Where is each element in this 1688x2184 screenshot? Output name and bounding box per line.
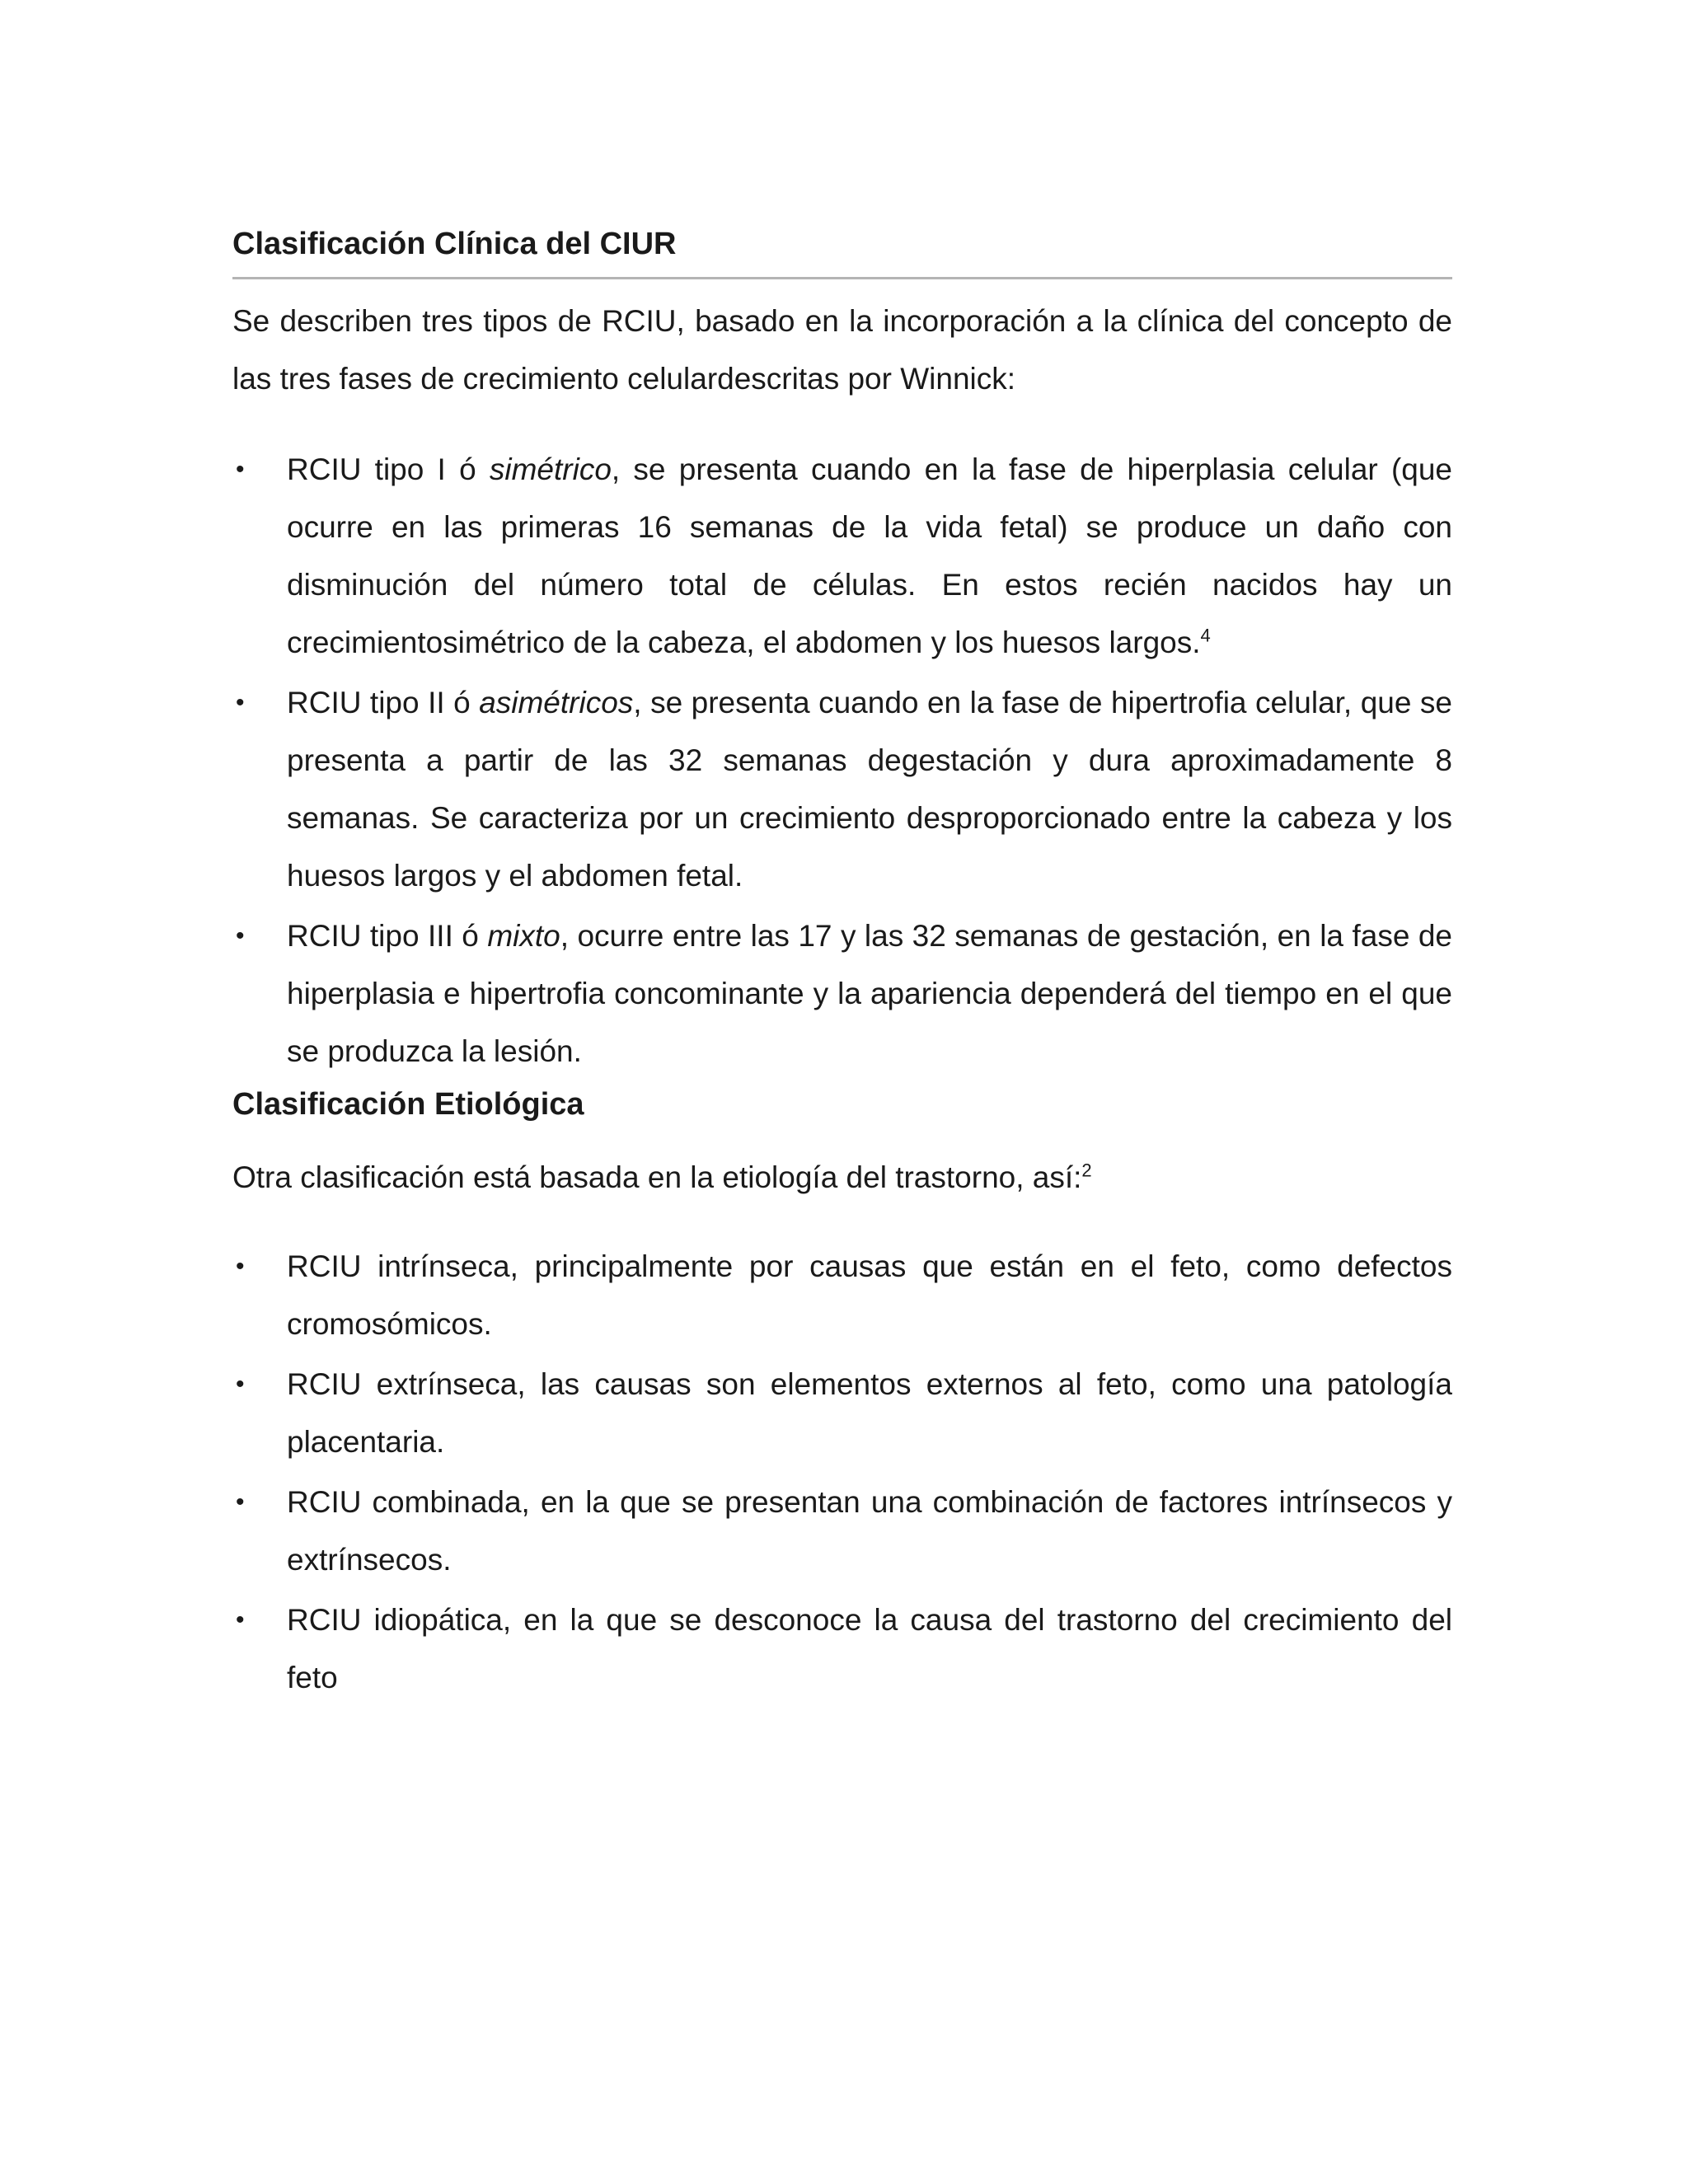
- list-item-combined: [232, 1474, 1452, 1589]
- item-text: RCIU intrínseca, principalmente por causas que están en el feto, como defectos cromosómicos.: [287, 1249, 1452, 1341]
- etiological-types-list: [232, 1238, 1452, 1707]
- bullet-icon: •: [236, 689, 245, 716]
- bullet-icon: •: [236, 456, 245, 483]
- item-emphasis: asimétricos: [479, 686, 634, 719]
- item-text: RCIU idiopática, en la que se desconoce la causa del trastorno del crecimiento del feto: [287, 1603, 1452, 1694]
- section-intro-clinical: Se describen tres tipos de RCIU, basado en la incorporación a la clínica del concepto de las tres fases de crecimiento celulardescritas por Winnick:: [232, 304, 1452, 396]
- clinical-types-list: [232, 441, 1452, 1080]
- list-item-type-1: [232, 441, 1452, 672]
- bullet-icon: •: [236, 1371, 245, 1398]
- item-lead: RCIU tipo I ó: [287, 452, 490, 486]
- item-emphasis: mixto: [487, 919, 560, 953]
- item-lead: RCIU tipo III ó: [287, 919, 488, 953]
- document-page: [232, 223, 1452, 1709]
- bullet-icon: •: [236, 1488, 245, 1516]
- bullet-icon: •: [236, 1606, 245, 1633]
- list-item-idiopathic: [232, 1591, 1452, 1707]
- bullet-icon: •: [236, 1253, 245, 1280]
- item-text: RCIU extrínseca, las causas son elementos externos al feto, como una patología placentaria.: [287, 1367, 1452, 1459]
- item-text: RCIU combinada, en la que se presentan una combinación de factores intrínsecos y extrínsecos.: [287, 1485, 1452, 1577]
- section-intro-etiological: [232, 1149, 1452, 1207]
- item-lead: RCIU tipo II ó: [287, 686, 480, 719]
- intro-text: Otra clasificación está basada en la etiología del trastorno, así:: [232, 1160, 1082, 1194]
- section-heading-clinical: Clasificación Clínica del CIUR: [232, 223, 1452, 279]
- item-text: , se presenta cuando en la fase de hiperplasia celular (que ocurre en las primeras 16 semanas de la vida fetal) se produce un daño con disminución del número total de células. En estos recién nacidos hay un crecimientosimétrico de la cabeza, el abdomen y los huesos largos.: [287, 452, 1453, 659]
- list-item-type-3: [232, 907, 1452, 1080]
- section-heading-etiological: Clasificación Etiológica: [232, 1087, 584, 1122]
- bullet-icon: •: [236, 922, 245, 949]
- item-text: , se presenta cuando en la fase de hipertrofia celular, que se presenta a partir de las 32 semanas degestación y dura aproximadamente 8 semanas. Se caracteriza por un crecimiento desproporcionado entre la cabeza y los huesos largos y el abdomen fetal.: [287, 686, 1452, 893]
- list-item-intrinsic: [232, 1238, 1452, 1353]
- item-text: , ocurre entre las 17 y las 32 semanas de gestación, en la fase de hiperplasia e hipertrofia concominante y la apariencia dependerá del tiempo en el que se produzca la lesión.: [287, 919, 1453, 1068]
- list-item-type-2: [232, 674, 1452, 905]
- item-emphasis: simétrico: [489, 452, 612, 486]
- footnote-ref: 2: [1081, 1160, 1092, 1181]
- list-item-extrinsic: [232, 1356, 1452, 1471]
- footnote-ref: 4: [1200, 625, 1211, 646]
